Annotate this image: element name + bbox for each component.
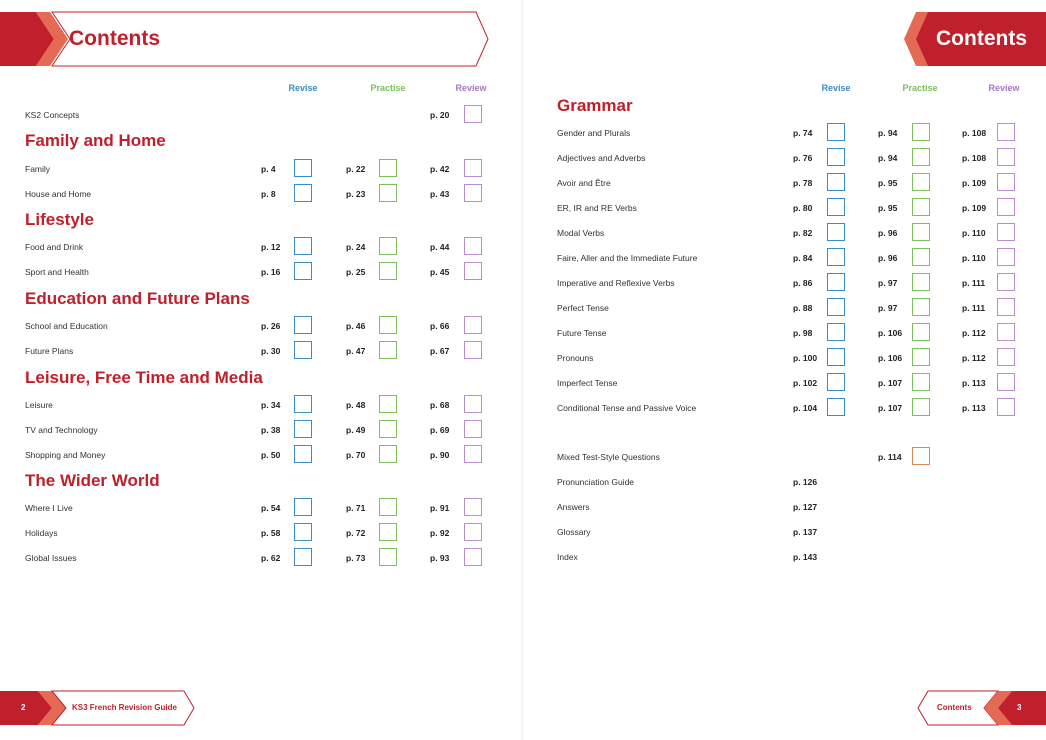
review-page-ref: p. 91 (430, 503, 450, 513)
entry-label: Family (25, 164, 51, 174)
right-page-number: 3 (1017, 703, 1022, 712)
revise-page-ref: p. 86 (793, 278, 813, 288)
practise-checkbox[interactable] (912, 298, 930, 316)
practise-page-ref: p. 107 (878, 403, 903, 413)
extras-row (0, 547, 1046, 569)
practise-page-ref: p. 22 (346, 164, 366, 174)
practise-checkbox[interactable] (912, 148, 930, 166)
practise-checkbox[interactable] (912, 398, 930, 416)
practise-page-ref: p. 94 (878, 153, 898, 163)
grammar-row (0, 398, 1046, 420)
practise-page-ref: p. 47 (346, 346, 366, 356)
practise-checkbox[interactable] (912, 273, 930, 291)
practise-page-ref: p. 107 (878, 378, 903, 388)
grammar-row (0, 173, 1046, 195)
right-footer-tab (914, 690, 1046, 726)
section-title: Leisure, Free Time and Media (25, 368, 263, 387)
section-title: Education and Future Plans (25, 289, 250, 308)
reference-page-ref: p. 137 (793, 527, 818, 537)
revise-page-ref: p. 62 (261, 553, 281, 563)
revise-page-ref: p. 104 (793, 403, 818, 413)
review-page-ref: p. 113 (962, 378, 986, 388)
entry-label: Future Tense (557, 328, 607, 338)
review-page-ref: p. 113 (962, 403, 986, 413)
entry-label: Global Issues (25, 553, 77, 563)
revise-checkbox[interactable] (827, 273, 845, 291)
revise-page-ref: p. 74 (793, 128, 813, 138)
entry-label: Holidays (25, 528, 58, 538)
revise-page-ref: p. 12 (261, 242, 281, 252)
revise-page-ref: p. 38 (261, 425, 281, 435)
revise-page-ref: p. 8 (261, 189, 276, 199)
practise-page-ref: p. 71 (346, 503, 366, 513)
right-practise-header: Practise (902, 83, 938, 93)
right-review-header: Review (988, 83, 1020, 93)
entry-label: Imperative and Reflexive Verbs (557, 278, 675, 288)
section-title: Family and Home (25, 131, 166, 150)
practise-checkbox[interactable] (912, 323, 930, 341)
review-page-ref: p. 67 (430, 346, 450, 356)
practise-page-ref: p. 72 (346, 528, 366, 538)
revise-page-ref: p. 102 (793, 378, 818, 388)
review-checkbox[interactable] (464, 105, 482, 123)
grammar-row (0, 148, 1046, 170)
left-review-header: Review (455, 83, 487, 93)
revise-checkbox[interactable] (827, 173, 845, 191)
revise-page-ref: p. 78 (793, 178, 813, 188)
review-checkbox[interactable] (997, 223, 1015, 241)
practise-page-ref: p. 97 (878, 303, 898, 313)
entry-label: TV and Technology (25, 425, 98, 435)
right-page-title: Contents (936, 27, 1027, 50)
entry-label: Adjectives and Adverbs (557, 153, 646, 163)
revise-checkbox[interactable] (294, 420, 312, 438)
revise-page-ref: p. 84 (793, 253, 813, 263)
entry-label: Shopping and Money (25, 450, 106, 460)
review-page-ref: p. 109 (962, 203, 987, 213)
grammar-row (0, 273, 1046, 295)
grammar-row (0, 198, 1046, 220)
grammar-row (0, 373, 1046, 395)
section-title: The Wider World (25, 471, 160, 490)
review-page-ref: p. 42 (430, 164, 450, 174)
practise-checkbox[interactable] (912, 348, 930, 366)
revise-checkbox[interactable] (827, 223, 845, 241)
entry-label: Perfect Tense (557, 303, 609, 313)
review-page-ref: p. 90 (430, 450, 450, 460)
review-page-ref: p. 108 (962, 153, 987, 163)
revise-page-ref: p. 50 (261, 450, 281, 460)
practise-page-ref: p. 94 (878, 128, 898, 138)
revise-page-ref: p. 80 (793, 203, 813, 213)
extras-row (0, 472, 1046, 494)
entry-label: Pronouns (557, 353, 594, 363)
practise-page-ref: p. 97 (878, 278, 898, 288)
review-page-ref: p. 108 (962, 128, 987, 138)
review-checkbox[interactable] (997, 348, 1015, 366)
entry-label: Index (557, 552, 578, 562)
entry-label: Where I Live (25, 503, 73, 513)
practise-page-ref: p. 95 (878, 178, 898, 188)
review-checkbox[interactable] (997, 398, 1015, 416)
practise-checkbox[interactable] (912, 123, 930, 141)
entry-label: KS2 Concepts (25, 110, 80, 120)
revise-checkbox[interactable] (827, 148, 845, 166)
practise-checkbox[interactable] (912, 198, 930, 216)
right-revise-header: Revise (821, 83, 851, 93)
mixed-questions-row (0, 447, 1046, 469)
practise-page-ref: p. 96 (878, 253, 898, 263)
review-checkbox[interactable] (997, 198, 1015, 216)
entry-label: Sport and Health (25, 267, 89, 277)
reference-page-ref: p. 143 (793, 552, 818, 562)
practise-checkbox[interactable] (912, 173, 930, 191)
review-page-ref: p. 44 (430, 242, 450, 252)
review-page-ref: p. 112 (962, 353, 986, 363)
review-checkbox[interactable] (997, 323, 1015, 341)
entry-label: House and Home (25, 189, 92, 199)
practise-page-ref: p. 106 (878, 328, 903, 338)
review-page-ref: p. 45 (430, 267, 450, 277)
revise-checkbox[interactable] (827, 348, 845, 366)
practise-page-ref: p. 73 (346, 553, 366, 563)
practise-page-ref: p. 48 (346, 400, 366, 410)
revise-checkbox[interactable] (827, 373, 845, 391)
entry-label: Gender and Plurals (557, 128, 631, 138)
practise-checkbox[interactable] (912, 373, 930, 391)
revise-checkbox[interactable] (827, 198, 845, 216)
practise-checkbox[interactable] (912, 248, 930, 266)
review-page-ref: p. 93 (430, 553, 450, 563)
review-checkbox[interactable] (997, 373, 1015, 391)
reference-page-ref: p. 126 (793, 477, 818, 487)
entry-label: Leisure (25, 400, 53, 410)
extras-row (0, 522, 1046, 544)
review-checkbox[interactable] (997, 298, 1015, 316)
review-page-ref: p. 92 (430, 528, 450, 538)
entry-label: Mixed Test-Style Questions (557, 452, 660, 462)
revise-page-ref: p. 34 (261, 400, 281, 410)
revise-page-ref: p. 30 (261, 346, 281, 356)
revise-page-ref: p. 76 (793, 153, 813, 163)
revise-checkbox[interactable] (827, 123, 845, 141)
entry-label: Glossary (557, 527, 591, 537)
review-page-ref: p. 69 (430, 425, 450, 435)
entry-label: Modal Verbs (557, 228, 605, 238)
revise-page-ref: p. 100 (793, 353, 818, 363)
review-page-ref: p. 20 (430, 110, 450, 120)
entry-label: Pronunciation Guide (557, 477, 635, 487)
revise-page-ref: p. 58 (261, 528, 281, 538)
review-page-ref: p. 111 (962, 303, 986, 313)
entry-label: Faire, Aller and the Immediate Future (557, 253, 698, 263)
entry-label: Conditional Tense and Passive Voice (557, 403, 697, 413)
entry-label: Food and Drink (25, 242, 84, 252)
revise-page-ref: p. 98 (793, 328, 813, 338)
book-title: KS3 French Revision Guide (72, 703, 177, 712)
practise-checkbox[interactable] (379, 420, 397, 438)
review-page-ref: p. 110 (962, 228, 986, 238)
review-checkbox[interactable] (997, 123, 1015, 141)
grammar-row (0, 323, 1046, 345)
grammar-row (0, 298, 1046, 320)
entry-label: Imperfect Tense (557, 378, 618, 388)
review-page-ref: p. 110 (962, 253, 986, 263)
review-page-ref: p. 109 (962, 178, 987, 188)
section-title: Lifestyle (25, 210, 94, 229)
entry-label: Avoir and Être (557, 178, 611, 188)
review-checkbox[interactable] (997, 273, 1015, 291)
contents-row (0, 420, 1046, 442)
revise-page-ref: p. 16 (261, 267, 281, 277)
review-checkbox[interactable] (464, 420, 482, 438)
practise-page-ref: p. 70 (346, 450, 366, 460)
revise-page-ref: p. 82 (793, 228, 813, 238)
revise-page-ref: p. 54 (261, 503, 281, 513)
review-page-ref: p. 111 (962, 278, 986, 288)
practise-checkbox[interactable] (912, 223, 930, 241)
entry-label: Answers (557, 502, 590, 512)
review-page-ref: p. 66 (430, 321, 450, 331)
revise-checkbox[interactable] (827, 248, 845, 266)
practise-checkbox[interactable] (912, 447, 930, 465)
practise-page-ref: p. 106 (878, 353, 903, 363)
grammar-row (0, 123, 1046, 145)
grammar-row (0, 223, 1046, 245)
practise-page-ref: p. 25 (346, 267, 366, 277)
review-checkbox[interactable] (997, 148, 1015, 166)
grammar-row (0, 348, 1046, 370)
grammar-section-title: Grammar (557, 96, 633, 115)
revise-page-ref: p. 26 (261, 321, 281, 331)
review-checkbox[interactable] (997, 173, 1015, 191)
revise-page-ref: p. 88 (793, 303, 813, 313)
left-page-number: 2 (21, 703, 26, 712)
practise-page-ref: p. 24 (346, 242, 366, 252)
review-checkbox[interactable] (997, 248, 1015, 266)
left-revise-header: Revise (288, 83, 318, 93)
right-footer-label: Contents (937, 703, 972, 712)
left-practise-header: Practise (370, 83, 406, 93)
left-page-title: Contents (69, 27, 160, 50)
extras-row (0, 497, 1046, 519)
entry-label: Future Plans (25, 346, 74, 356)
entry-label: ER, IR and RE Verbs (557, 203, 637, 213)
grammar-row (0, 248, 1046, 270)
reference-page-ref: p. 127 (793, 502, 818, 512)
revise-page-ref: p. 4 (261, 164, 276, 174)
review-page-ref: p. 43 (430, 189, 450, 199)
revise-checkbox[interactable] (827, 323, 845, 341)
practise-page-ref: p. 49 (346, 425, 366, 435)
review-page-ref: p. 68 (430, 400, 450, 410)
revise-checkbox[interactable] (827, 398, 845, 416)
review-page-ref: p. 112 (962, 328, 986, 338)
entry-label: School and Education (25, 321, 108, 331)
practise-page-ref: p. 114 (878, 452, 902, 462)
practise-page-ref: p. 96 (878, 228, 898, 238)
practise-page-ref: p. 95 (878, 203, 898, 213)
revise-checkbox[interactable] (827, 298, 845, 316)
practise-page-ref: p. 23 (346, 189, 366, 199)
practise-page-ref: p. 46 (346, 321, 366, 331)
